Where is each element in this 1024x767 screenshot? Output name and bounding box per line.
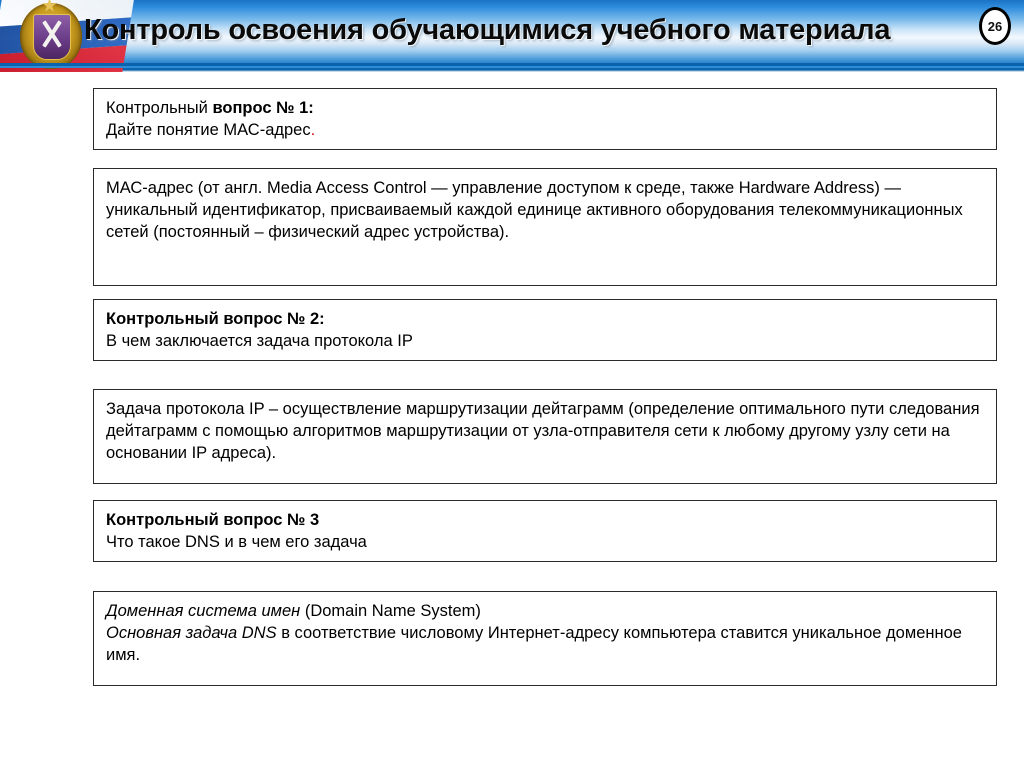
question-2-segment-2-1: В чем заключается задача протокола IP <box>106 331 413 350</box>
answer-3-line-1 <box>106 601 984 623</box>
question-1-line-1 <box>106 98 984 120</box>
answer-3-segment-1-1: Доменная система имен <box>106 602 301 620</box>
question-1-segment-1-2: вопрос № 1: <box>212 99 314 117</box>
answer-box-1 <box>93 168 997 286</box>
question-2-line-2 <box>106 331 984 353</box>
military-academy-emblem-icon <box>20 3 82 69</box>
slide-header <box>0 0 1024 72</box>
answer-3-segment-1-2: (Domain Name System) <box>300 602 481 620</box>
answer-box-3 <box>93 591 997 686</box>
answer-1-line-1 <box>106 178 984 243</box>
page-title: Контроль освоения обучающимися учебного материала <box>84 14 891 46</box>
answer-3-segment-2-1: Основная задача DNS <box>106 623 277 642</box>
emblem-shield <box>33 14 71 60</box>
answer-3-segment-2-2: в соответствие числовому Интернет-адресу компьютера ставится уникальное доменное имя. <box>106 623 962 664</box>
question-2-line-1 <box>106 309 984 331</box>
question-box-1 <box>93 88 997 150</box>
answer-2-segment-1-1: Задача протокола IP – осуществление маршрутизации дейтаграмм (определение оптимального пути следования дейтаграмм с помощью алгоритмов маршрутизации от узла-отправителя сети к любому другому узлу сети на основании IP адреса). <box>106 400 980 462</box>
question-1-segment-2-2: . <box>310 120 316 139</box>
answer-2-line-1 <box>106 399 984 464</box>
question-2-segment-1-1: Контрольный вопрос № 2: <box>106 310 325 328</box>
question-3-segment-2-1: Что такое DNS и в чем его задача <box>106 532 367 551</box>
answer-box-2 <box>93 389 997 484</box>
question-3-line-1 <box>106 510 984 532</box>
answer-1-segment-1-1: МАС-адрес (от англ. Media Access Control — управление доступом к среде, также Hardware Address) — уникальный идентификатор, присваиваемый каждой единице активного оборудования телекоммуникационных сетей (постоянный – физический адрес устройства). <box>106 179 963 241</box>
answer-3-line-2 <box>106 623 984 667</box>
question-box-2 <box>93 299 997 361</box>
question-box-3 <box>93 500 997 562</box>
question-1-segment-1-1: Контрольный <box>106 99 213 117</box>
header-divider-light <box>0 66 1024 68</box>
question-1-line-2 <box>106 120 984 142</box>
question-3-segment-1-1: Контрольный вопрос № 3 <box>106 511 320 529</box>
question-3-line-2 <box>106 532 984 554</box>
question-1-segment-2-1: Дайте понятие МАС-адрес <box>106 120 311 139</box>
page-number-badge: 26 <box>979 7 1011 45</box>
